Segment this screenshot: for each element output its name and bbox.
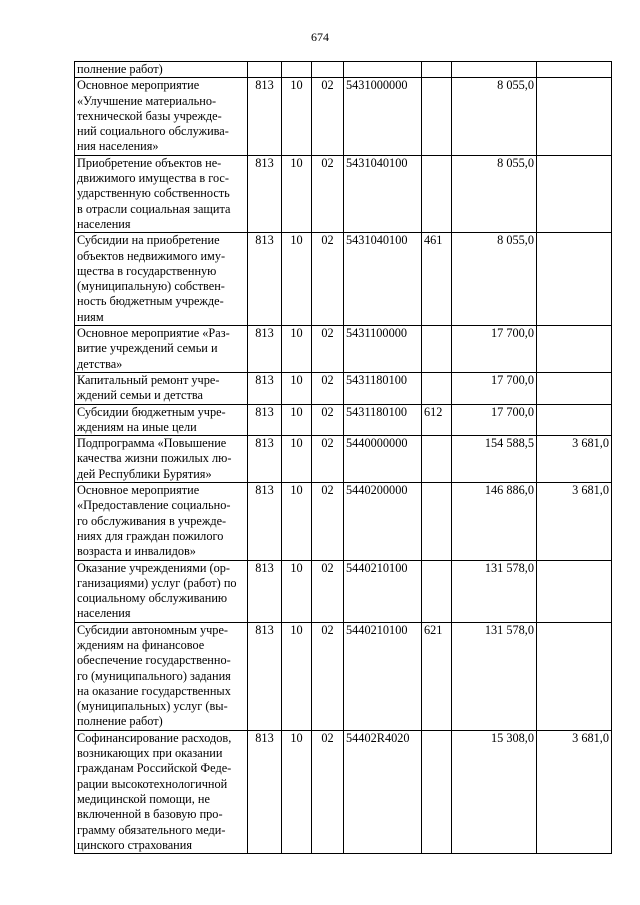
admin-code-cell: 813: [248, 483, 282, 560]
item-name-line: го (муниципального) задания: [77, 668, 231, 683]
subsection-code-cell: 02: [312, 326, 344, 373]
budget-table: [74, 61, 612, 854]
item-name-line: возникающих при оказании: [77, 746, 223, 761]
item-name-line: ждениям на финансовое: [77, 637, 205, 652]
table-row: [75, 326, 612, 373]
item-name-line: Подпрограмма «Повышение: [77, 436, 227, 451]
item-name-line: гражданам Российской Феде-: [77, 761, 232, 776]
item-name-line: возраста и инвалидов»: [77, 544, 196, 559]
amount-secondary-cell: [537, 372, 612, 404]
item-name-line: Основное мероприятие «Раз-: [77, 326, 230, 341]
item-name-line: ударственную собственность: [77, 186, 230, 201]
expense-type-cell: 461: [422, 233, 452, 326]
target-article-cell: 5431040100: [344, 233, 422, 326]
section-code-cell: 10: [282, 622, 312, 730]
item-name-line: Капитальный ремонт учре-: [77, 372, 220, 387]
admin-code-cell: 813: [248, 730, 282, 853]
amount-secondary-cell: [537, 560, 612, 622]
item-name-line: ганизациями) услуг (работ) по: [77, 575, 237, 590]
item-name-cell: [75, 155, 248, 232]
item-name-cell: [75, 730, 248, 853]
item-name-line: качества жизни пожилых лю-: [77, 451, 232, 466]
page-number: 674: [311, 30, 329, 44]
item-name-line: цинского страхования: [77, 837, 192, 852]
item-name-line: Софинансирование расходов,: [77, 730, 232, 745]
item-name-line: Основное мероприятие: [77, 483, 200, 498]
section-code-cell: [282, 62, 312, 78]
item-name-line: обеспечение государственно-: [77, 653, 231, 668]
admin-code-cell: 813: [248, 78, 282, 155]
item-name-line: Субсидии бюджетным учре-: [77, 404, 226, 419]
table-row: [75, 372, 612, 404]
section-code-cell: 10: [282, 436, 312, 483]
item-name-line: витие учреждений семьи и: [77, 341, 218, 356]
amount-secondary-cell: [537, 326, 612, 373]
item-name-line: щества в государственную: [77, 263, 217, 278]
subsection-code-cell: 02: [312, 78, 344, 155]
expense-type-cell: [422, 483, 452, 560]
item-name-line: ждений семьи и детства: [77, 388, 203, 403]
item-name-line: полнение работ): [77, 62, 163, 76]
table-row: [75, 233, 612, 326]
target-article-cell: 5431000000: [344, 78, 422, 155]
section-code-cell: 10: [282, 730, 312, 853]
item-name-line: медицинской помощи, не: [77, 791, 210, 806]
item-name-line: населения: [77, 216, 131, 231]
item-name-cell: [75, 404, 248, 436]
table-row: [75, 730, 612, 853]
section-code-cell: 10: [282, 404, 312, 436]
item-name-line: Субсидии автономным учре-: [77, 622, 228, 637]
item-name-line: в отрасли социальная защита: [77, 201, 231, 216]
item-name-line: ниях для граждан пожилого: [77, 528, 224, 543]
subsection-code-cell: 02: [312, 483, 344, 560]
admin-code-cell: 813: [248, 560, 282, 622]
item-name-line: дей Республики Бурятия»: [77, 466, 212, 481]
amount-secondary-cell: [537, 62, 612, 78]
admin-code-cell: 813: [248, 404, 282, 436]
admin-code-cell: 813: [248, 372, 282, 404]
item-name-line: ния населения»: [77, 139, 159, 154]
item-name-line: населения: [77, 606, 131, 621]
item-name-line: го обслуживания в учрежде-: [77, 513, 227, 528]
item-name-line: на оказание государственных: [77, 683, 231, 698]
amount-secondary-cell: [537, 404, 612, 436]
item-name-cell: [75, 483, 248, 560]
item-name-cell: [75, 436, 248, 483]
admin-code-cell: [248, 62, 282, 78]
table-row: [75, 622, 612, 730]
item-name-cell: [75, 622, 248, 730]
item-name-line: рации высокотехнологичной: [77, 776, 228, 791]
subsection-code-cell: 02: [312, 404, 344, 436]
amount-cell: 8 055,0: [452, 233, 537, 326]
amount-cell: 146 886,0: [452, 483, 537, 560]
table-row: [75, 155, 612, 232]
item-name-line: Основное мероприятие: [77, 78, 200, 93]
item-name-line: детства»: [77, 356, 123, 371]
amount-secondary-cell: [537, 155, 612, 232]
section-code-cell: 10: [282, 155, 312, 232]
table-row: [75, 483, 612, 560]
amount-cell: 154 588,5: [452, 436, 537, 483]
expense-type-cell: [422, 560, 452, 622]
target-article-cell: 5440210100: [344, 560, 422, 622]
table-row: [75, 404, 612, 436]
table-row: [75, 560, 612, 622]
amount-secondary-cell: 3 681,0: [537, 483, 612, 560]
amount-secondary-cell: [537, 233, 612, 326]
section-code-cell: 10: [282, 233, 312, 326]
admin-code-cell: 813: [248, 436, 282, 483]
section-code-cell: 10: [282, 560, 312, 622]
subsection-code-cell: 02: [312, 730, 344, 853]
amount-secondary-cell: 3 681,0: [537, 730, 612, 853]
target-article-cell: 5440000000: [344, 436, 422, 483]
amount-cell: 17 700,0: [452, 326, 537, 373]
target-article-cell: 54402R4020: [344, 730, 422, 853]
target-article-cell: 5431040100: [344, 155, 422, 232]
section-code-cell: 10: [282, 78, 312, 155]
subsection-code-cell: 02: [312, 622, 344, 730]
item-name-line: полнение работ): [77, 714, 163, 729]
item-name-cell: [75, 326, 248, 373]
amount-cell: 8 055,0: [452, 78, 537, 155]
expense-type-cell: 612: [422, 404, 452, 436]
section-code-cell: 10: [282, 372, 312, 404]
expense-type-cell: [422, 78, 452, 155]
item-name-line: ниям: [77, 309, 104, 324]
expense-type-cell: 621: [422, 622, 452, 730]
subsection-code-cell: 02: [312, 155, 344, 232]
expense-type-cell: [422, 730, 452, 853]
target-article-cell: 5431180100: [344, 404, 422, 436]
amount-cell: 17 700,0: [452, 372, 537, 404]
amount-cell: 15 308,0: [452, 730, 537, 853]
admin-code-cell: 813: [248, 155, 282, 232]
item-name-line: Приобретение объектов не-: [77, 155, 222, 170]
admin-code-cell: 813: [248, 622, 282, 730]
amount-secondary-cell: 3 681,0: [537, 436, 612, 483]
target-article-cell: 5431100000: [344, 326, 422, 373]
item-name-line: социальному обслуживанию: [77, 591, 228, 606]
amount-cell: 8 055,0: [452, 155, 537, 232]
item-name-line: (муниципальных) услуг (вы-: [77, 699, 228, 714]
item-name-line: грамму обязательного меди-: [77, 822, 226, 837]
amount-cell: 17 700,0: [452, 404, 537, 436]
table-row: [75, 436, 612, 483]
expense-type-cell: [422, 62, 452, 78]
amount-secondary-cell: [537, 622, 612, 730]
amount-secondary-cell: [537, 78, 612, 155]
item-name-cell: [75, 62, 248, 78]
table-row: [75, 62, 612, 78]
item-name-line: технической базы учрежде-: [77, 108, 222, 123]
item-name-line: Субсидии на приобретение: [77, 233, 220, 248]
target-article-cell: [344, 62, 422, 78]
item-name-cell: [75, 560, 248, 622]
item-name-cell: [75, 233, 248, 326]
section-code-cell: 10: [282, 326, 312, 373]
item-name-cell: [75, 78, 248, 155]
table-row: [75, 78, 612, 155]
subsection-code-cell: 02: [312, 372, 344, 404]
target-article-cell: 5440200000: [344, 483, 422, 560]
subsection-code-cell: [312, 62, 344, 78]
target-article-cell: 5431180100: [344, 372, 422, 404]
item-name-line: ждениям на иные цели: [77, 419, 197, 434]
amount-cell: [452, 62, 537, 78]
expense-type-cell: [422, 326, 452, 373]
subsection-code-cell: 02: [312, 560, 344, 622]
expense-type-cell: [422, 155, 452, 232]
target-article-cell: 5440210100: [344, 622, 422, 730]
item-name-line: движимого имущества в гос-: [77, 171, 229, 186]
item-name-line: объектов недвижимого иму-: [77, 248, 226, 263]
item-name-line: «Улучшение материально-: [77, 93, 217, 108]
item-name-line: Оказание учреждениями (ор-: [77, 560, 231, 575]
item-name-line: ность бюджетным учрежде-: [77, 294, 224, 309]
subsection-code-cell: 02: [312, 233, 344, 326]
section-code-cell: 10: [282, 483, 312, 560]
item-name-cell: [75, 372, 248, 404]
item-name-line: «Предоставление социально-: [77, 498, 231, 513]
admin-code-cell: 813: [248, 233, 282, 326]
expense-type-cell: [422, 436, 452, 483]
expense-type-cell: [422, 372, 452, 404]
item-name-line: (муниципальную) собствен-: [77, 279, 225, 294]
item-name-line: ний социального обслужива-: [77, 124, 229, 139]
subsection-code-cell: 02: [312, 436, 344, 483]
admin-code-cell: 813: [248, 326, 282, 373]
amount-cell: 131 578,0: [452, 622, 537, 730]
amount-cell: 131 578,0: [452, 560, 537, 622]
item-name-line: включенной в базовую про-: [77, 807, 223, 822]
